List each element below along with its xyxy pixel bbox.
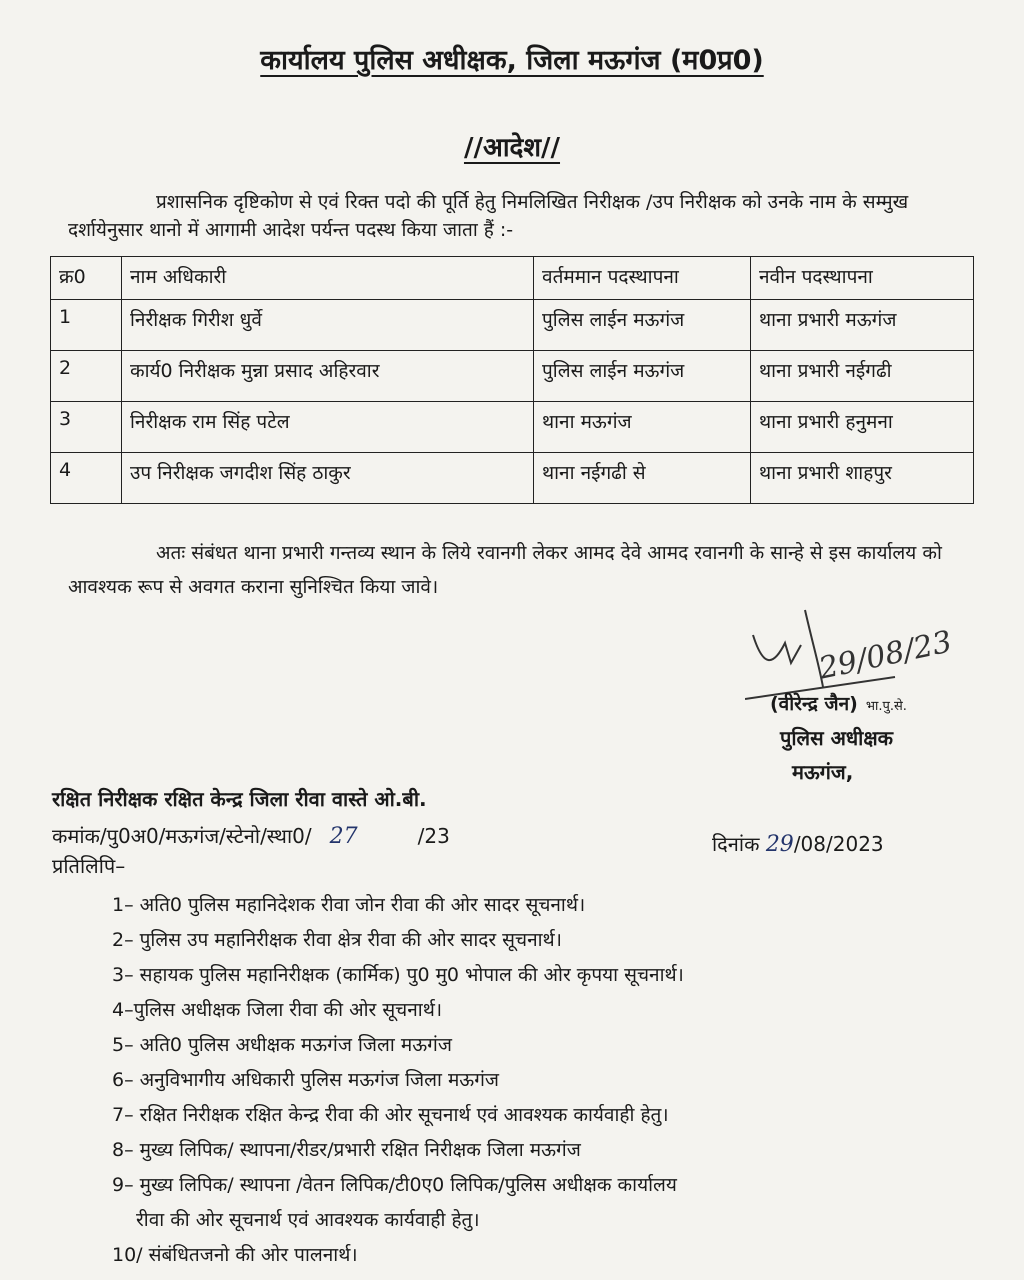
- date-day: 29: [765, 832, 794, 857]
- intro-paragraph: प्रशासनिक दृष्टिकोण से एवं रिक्त पदो की पूर्ति हेतु निमलिखित निरीक्षक /उप निरीक्षक को उनके नाम के सम्मुख दर्शायेनुसार थानो में आगामी आदेश पर्यन्त पदस्थ किया जाता हैं :-: [68, 191, 909, 241]
- list-item: 10/ संबंधितजनो की ओर पालनार्थ।: [112, 1244, 358, 1266]
- cell-serial: 3: [51, 402, 122, 453]
- cell-current-posting: पुलिस लाईन मऊगंज: [534, 351, 751, 402]
- list-item-continuation: रीवा की ओर सूचनार्थ एवं आवश्यक कार्यवाही हेतु।: [136, 1209, 480, 1231]
- cell-new-posting: थाना प्रभारी नईगढी: [751, 351, 974, 402]
- table-row: [51, 351, 974, 402]
- posting-table: [50, 256, 974, 504]
- signatory-name-text: (वीरेन्द्र जैन): [770, 693, 858, 715]
- recipient-line: रक्षित निरीक्षक रक्षित केन्द्र जिला रीवा वास्ते ओ.बी.: [52, 787, 427, 811]
- cell-officer-name: निरीक्षक गिरीश धुर्वे: [122, 300, 534, 351]
- reference-number: 27: [329, 824, 358, 849]
- header-new-posting: नवीन पदस्थापना: [751, 257, 974, 300]
- signatory-name: [770, 690, 907, 716]
- cell-new-posting: थाना प्रभारी शाहपुर: [751, 453, 974, 504]
- office-title: [0, 40, 1024, 77]
- instruction-paragraph: अतः संबंधत थाना प्रभारी गन्तव्य स्थान के लिये रवानगी लेकर आमद देवे आमद रवानगी के सान्हे से इस कार्यालय को आवश्यक रूप से अवगत कराना सुनिश्चित किया जावे।: [68, 542, 942, 598]
- cell-new-posting: थाना प्रभारी मऊगंज: [751, 300, 974, 351]
- cell-serial: 2: [51, 351, 122, 402]
- signature-date: 29/08/23: [815, 624, 955, 687]
- cell-current-posting: थाना नईगढी से: [534, 453, 751, 504]
- cell-serial: 4: [51, 453, 122, 504]
- reference-year: /23: [417, 824, 450, 848]
- date-label: दिनांक: [712, 832, 760, 856]
- signatory-designation: पुलिस अधीक्षक: [780, 726, 894, 750]
- date-rest: /08/2023: [793, 832, 884, 856]
- table-row: [51, 453, 974, 504]
- order-heading-text: //आदेश//: [463, 133, 561, 163]
- list-item: 5– अति0 पुलिस अधीक्षक मऊगंज जिला मऊगंज: [112, 1034, 452, 1056]
- copy-list: [112, 888, 972, 1273]
- copy-heading: प्रतिलिपि–: [52, 854, 126, 878]
- header-current-posting: वर्तममान पदस्थापना: [534, 257, 751, 300]
- list-item: 9– मुख्य लिपिक/ स्थापना /वेतन लिपिक/टी0ए0 लिपिक/पुलिस अधीक्षक कार्यालय: [112, 1174, 677, 1196]
- cell-officer-name: कार्य0 निरीक्षक मुन्ना प्रसाद अहिरवार: [122, 351, 534, 402]
- date-line: [712, 830, 884, 857]
- list-item: 6– अनुविभागीय अधिकारी पुलिस मऊगंज जिला मऊगंज: [112, 1069, 500, 1091]
- table-row: [51, 300, 974, 351]
- list-item: 3– सहायक पुलिस महानिरीक्षक (कार्मिक) पु0 मु0 भोपाल की ओर कृपया सूचनार्थ।: [112, 964, 684, 986]
- reference-line: [52, 822, 450, 849]
- list-item: 2– पुलिस उप महानिरीक्षक रीवा क्षेत्र रीवा की ओर सादर सूचनार्थ।: [112, 929, 562, 951]
- list-item: 8– मुख्य लिपिक/ स्थापना/रीडर/प्रभारी रक्षित निरीक्षक जिला मऊगंज: [112, 1139, 581, 1161]
- list-item: 4–पुलिस अधीक्षक जिला रीवा की ओर सूचनार्थ।: [112, 999, 443, 1021]
- cell-officer-name: निरीक्षक राम सिंह पटेल: [122, 402, 534, 453]
- table-header-row: [51, 257, 974, 300]
- cell-new-posting: थाना प्रभारी हनुमना: [751, 402, 974, 453]
- list-item: 7– रक्षित निरीक्षक रक्षित केन्द्र रीवा की ओर सूचनार्थ एवं आवश्यक कार्यवाही हेतु।: [112, 1104, 669, 1126]
- header-serial: क्र0: [51, 257, 122, 300]
- table-row: [51, 402, 974, 453]
- order-heading: [0, 128, 1024, 164]
- reference-prefix: कमांक/पु0अ0/मऊगंज/स्टेनो/स्था0/: [52, 824, 312, 848]
- ips-abbreviation: भा.पु.से.: [865, 699, 907, 714]
- office-title-text: कार्यालय पुलिस अधीक्षक, जिला मऊगंज (म0प्र0): [260, 45, 764, 76]
- cell-serial: 1: [51, 300, 122, 351]
- header-officer-name: नाम अधिकारी: [122, 257, 534, 300]
- cell-officer-name: उप निरीक्षक जगदीश सिंह ठाकुर: [122, 453, 534, 504]
- cell-current-posting: थाना मऊगंज: [534, 402, 751, 453]
- list-item: 1– अति0 पुलिस महानिदेशक रीवा जोन रीवा की ओर सादर सूचनार्थ।: [112, 894, 586, 916]
- cell-current-posting: पुलिस लाईन मऊगंज: [534, 300, 751, 351]
- signatory-place: मऊगंज,: [792, 760, 854, 784]
